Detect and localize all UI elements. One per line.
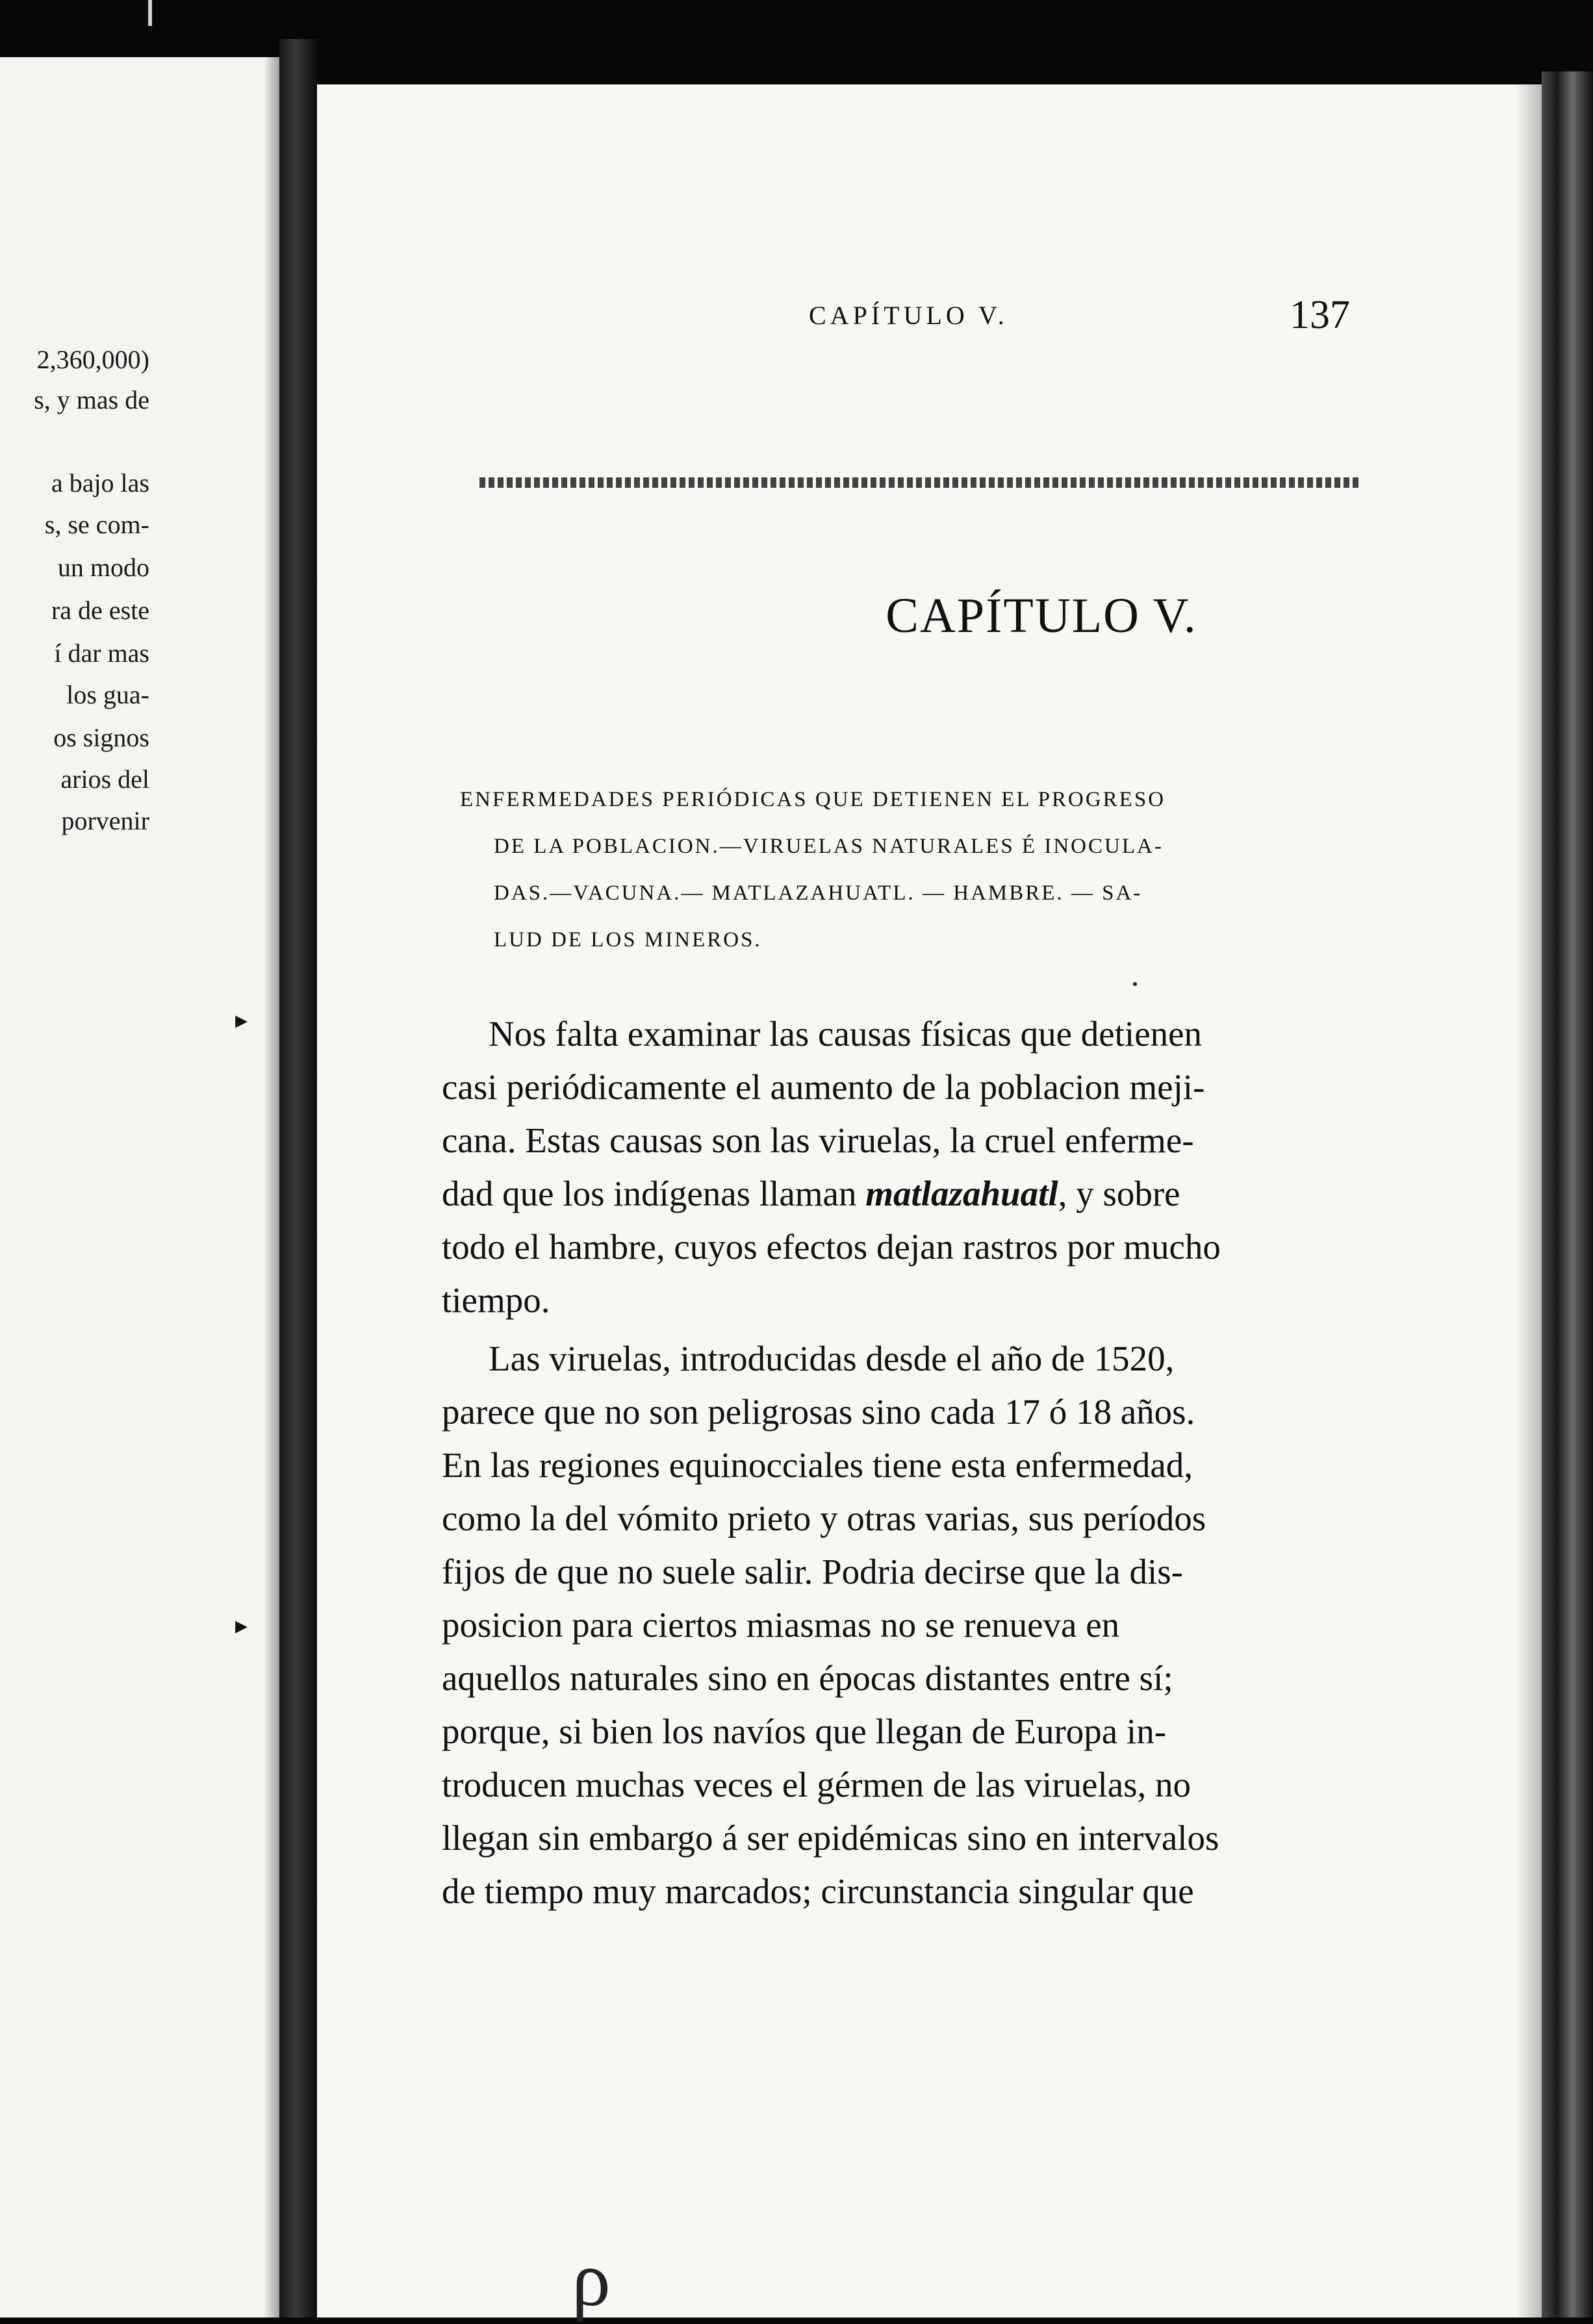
text-line: fijos de que no suele salir. Podria decirse que la dis- [442, 1552, 1183, 1591]
text-line: troducen muchas veces el gérmen de las viruelas, no [442, 1765, 1192, 1804]
text-line: parece que no son peligrosas sino cada 17 ó 18 años. [442, 1392, 1195, 1432]
scan-artifact-mark [148, 0, 152, 26]
facing-line: os signos [53, 723, 149, 752]
text-line: cana. Estas causas son las viruelas, la cruel enferme- [442, 1120, 1194, 1160]
chapter-heading [317, 588, 1542, 644]
facing-line: 2,360,000) [36, 345, 149, 374]
page-shadow [1516, 84, 1542, 2318]
text-segment: , y sobre [1058, 1174, 1180, 1213]
text-line: porque, si bien los navíos que llegan de Europa in- [442, 1711, 1167, 1751]
facing-line: s, y mas de [34, 385, 149, 414]
summary-line: DAS.—VACUNA.— MATLAZAHUATL. — HAMBRE. — SA- [494, 881, 1143, 905]
text-line: de tiempo muy marcados; circunstancia singular que [442, 1871, 1194, 1911]
running-head-title: CAPÍTULO V. [809, 301, 1008, 330]
summary-line: DE LA POBLACION.—VIRUELAS NATURALES É INOCULA- [494, 835, 1164, 858]
facing-line: ra de este [51, 596, 149, 625]
text-line: todo el hambre, cuyos efectos dejan rastros por mucho [442, 1227, 1221, 1267]
facing-line: porvenir [61, 806, 149, 835]
text-line: aquellos naturales sino en épocas distantes entre sí; [442, 1658, 1173, 1698]
text-line: Nos falta examinar las causas físicas que detienen [489, 1014, 1203, 1054]
text-line: tiempo. [442, 1280, 550, 1320]
summary-line: ENFERMEDADES PERIÓDICAS QUE DETIENEN EL PROGRESO [460, 788, 1166, 811]
chapter-heading-text: CAPÍTULO V. [886, 588, 1197, 643]
facing-line: los gua- [66, 680, 149, 709]
text-line: llegan sin embargo á ser epidémicas sino en intervalos [442, 1818, 1219, 1858]
page-number: 137 [1290, 293, 1350, 337]
text-line: En las regiones equinocciales tiene esta enfermedad, [442, 1445, 1193, 1485]
facing-line: un modo [57, 553, 149, 582]
ornamental-rule [479, 477, 1360, 488]
text-line: como la del vómito prieto y otras varias, sus períodos [442, 1498, 1206, 1538]
text-line: casi periódicamente el aumento de la poblacion meji- [442, 1067, 1205, 1107]
summary-line: LUD DE LOS MINEROS. [494, 928, 762, 952]
facing-line: í dar mas [54, 638, 149, 668]
text-segment: dad que los indígenas llaman [442, 1174, 857, 1213]
page-edge [1542, 71, 1593, 2318]
facing-line: a bajo las [51, 468, 149, 498]
page-shadow [264, 57, 279, 2318]
handwritten-mark: ρ [572, 2236, 611, 2322]
arrow-marker-icon: ▸ [235, 1005, 248, 1034]
facing-line: s, se com- [44, 510, 149, 539]
text-line: posicion para ciertos miasmas no se renueva en [442, 1605, 1120, 1645]
text-line [442, 1173, 1180, 1214]
facing-line: arios del [60, 764, 149, 794]
ink-dot [1133, 982, 1137, 986]
book-gutter [279, 39, 318, 2318]
emphasized-term: matlazahuatl [865, 1174, 1058, 1213]
text-line: Las viruelas, introducidas desde el año de 1520, [489, 1339, 1175, 1378]
arrow-marker-icon: ▸ [235, 1611, 248, 1639]
